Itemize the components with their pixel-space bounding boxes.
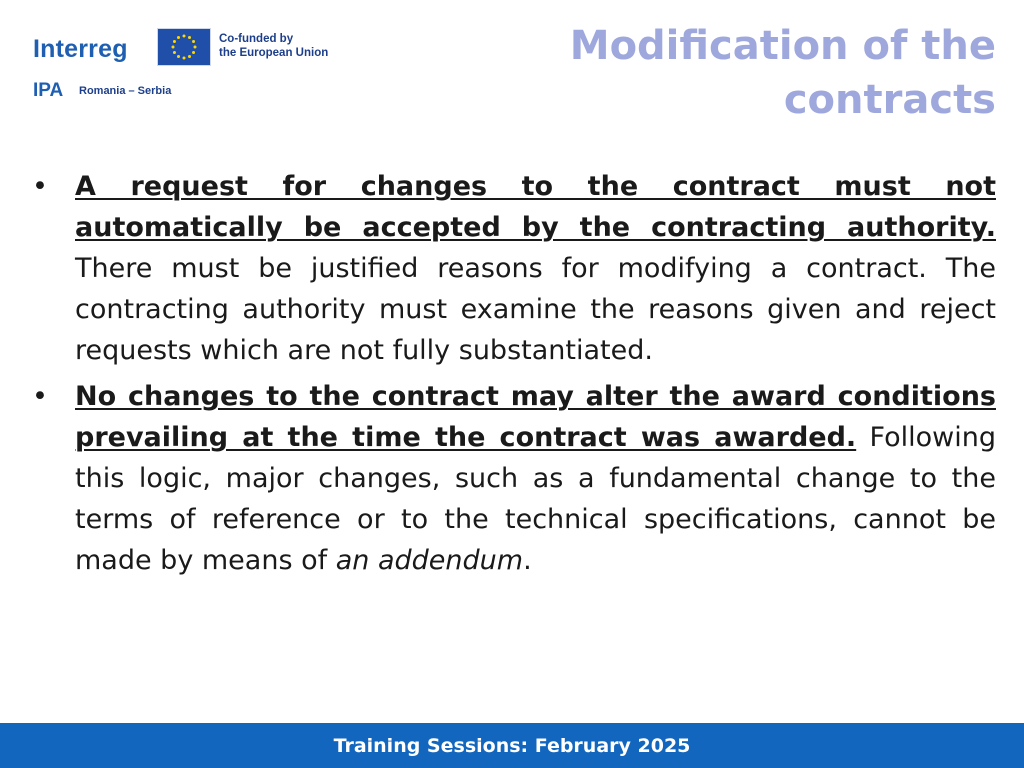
eu-star [188, 55, 191, 58]
bullet-text: There must be justified reasons for modifying a contract. The contracting authority must examine the reasons given and reject requests which are not fully substantiated. [75, 253, 996, 366]
eu-star [183, 35, 186, 38]
cofunded-line1: Co-funded by [219, 33, 294, 45]
eu-star [177, 36, 180, 39]
program-logo [33, 28, 343, 103]
eu-star [173, 51, 176, 54]
bullet-italic-term: an addendum [335, 545, 524, 576]
eu-star [172, 46, 175, 49]
eu-star [192, 40, 195, 43]
region-label: Romania – Serbia [79, 85, 172, 97]
bullet-item [30, 166, 996, 371]
eu-star [188, 36, 191, 39]
bullet-text: Following this logic, major changes, such as a fundamental change to the terms of reference or to the technical specifications, cannot be made by means of [75, 422, 996, 576]
bullet-marker: • [32, 381, 48, 412]
bullet-marker: • [32, 171, 48, 202]
cofunded-line2: the European Union [219, 47, 329, 59]
slide-title: Modification of the contracts [569, 23, 996, 123]
eu-star [177, 55, 180, 58]
eu-star [183, 57, 186, 60]
slide-body [30, 166, 996, 586]
ipa-wordmark: IPA [33, 80, 64, 101]
bullet-bold-statement: No changes to the contract may alter the award conditions prevailing at the time the contract was awarded. [75, 381, 996, 453]
bullet-item [30, 376, 996, 581]
bullet-end: . [523, 545, 532, 576]
footer-bar [0, 723, 1024, 768]
eu-flag-icon [157, 28, 211, 66]
eu-star [192, 51, 195, 54]
footer-text: Training Sessions: February 2025 [333, 734, 691, 757]
eu-star [173, 40, 176, 43]
interreg-wordmark: Interreg [33, 35, 128, 63]
eu-stars-icon [158, 29, 210, 65]
bullet-bold-statement: A request for changes to the contract must not automatically be accepted by the contracting authority. [75, 171, 996, 243]
cofunded-text [219, 32, 328, 60]
eu-star [194, 46, 197, 49]
